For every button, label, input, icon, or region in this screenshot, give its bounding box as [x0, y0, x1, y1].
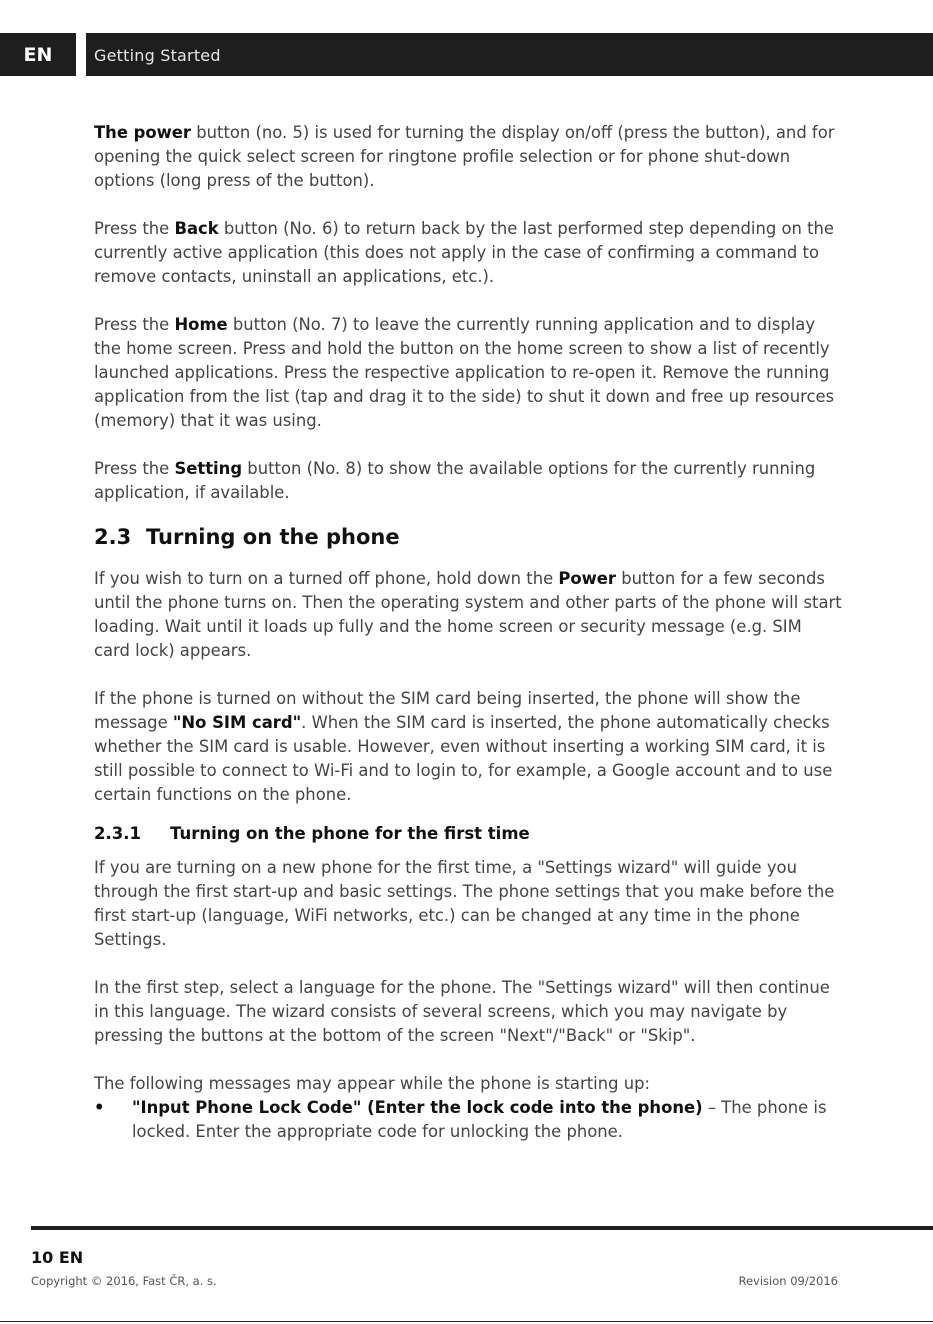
paragraph-settings-wizard: If you are turning on a new phone for the first time, a "Settings wizard" will guide you through the first start-up and basic settings. The phone settings that you make before the first start-up (language, WiFi networks, etc.) can be changed at any time in the phone Settings.: [94, 858, 835, 949]
bold-term: Power: [558, 569, 616, 588]
page-number: 10 EN: [31, 1248, 84, 1267]
bold-term: Home: [174, 315, 228, 334]
footer-divider: [31, 1226, 933, 1230]
paragraph-language-step: In the first step, select a language for the phone. The "Settings wizard" will then continue in this language. The wizard consists of several screens, which you may navigate by pressing the buttons at the bottom of the screen "Next"/"Back" or "Skip".: [94, 978, 830, 1045]
document-body: [94, 121, 842, 1144]
bold-term: Setting: [174, 459, 243, 478]
list-item: • "Input Phone Lock Code" (Enter the lock code into the phone) – The phone is locked. Enter the appropriate code for unlocking the phone.: [94, 1098, 827, 1141]
heading-2-3-1: [94, 822, 842, 846]
paragraph-turn-on: If you wish to turn on a turned off phone, hold down the Power button for a few seconds until the phone turns on. Then the operating system and other parts of the phone will start loading. Wait until it loads up fully and the home screen or security message (e.g. SIM card lock) appears.: [94, 569, 842, 660]
paragraph-power-button: The power button (no. 5) is used for turning the display on/off (press the button), and for opening the quick select screen for ringtone profile selection or for phone shut-down options (long press of the button).: [94, 123, 835, 190]
paragraph-back-button: Press the Back button (No. 6) to return back by the last performed step depending on the currently active application (this does not apply in the case of confirming a command to remove contacts, uninstall an applications, etc.).: [94, 219, 834, 286]
bold-term: The power: [94, 123, 192, 142]
header-divider: [76, 33, 86, 76]
paragraph-startup-messages: The following messages may appear while the phone is starting up:: [94, 1074, 651, 1093]
paragraph-no-sim: If the phone is turned on without the SIM card being inserted, the phone will show the message "No SIM card". When the SIM card is inserted, the phone automatically checks whether the SIM card is usable. However, even without inserting a working SIM card, it is still possible to connect to Wi-Fi and to login to, for example, a Google account and to use certain functions on the phone.: [94, 689, 833, 804]
language-badge: EN: [23, 43, 53, 66]
revision: Revision 09/2016: [738, 1274, 838, 1288]
paragraph-setting-button: Press the Setting button (No. 8) to show the available options for the currently running application, if available.: [94, 459, 816, 502]
page-header: [0, 33, 933, 76]
copyright: Copyright © 2016, Fast ČR, a. s.: [31, 1274, 217, 1288]
paragraph-home-button: Press the Home button (No. 7) to leave the currently running application and to display the home screen. Press and hold the button on the home screen to show a list of recently launched applications. Press the respective application to re-open it. Remove the running application from the list (tap and drag it to the side) to shut it down and free up resources (memory) that it was using.: [94, 315, 835, 430]
bullet-icon: •: [94, 1098, 105, 1117]
section-title: Turning on the phone: [146, 525, 400, 549]
section-number: 2.3: [94, 525, 132, 549]
section-name: Getting Started: [94, 46, 221, 65]
heading-2-3: [94, 522, 842, 552]
page-bottom-edge: [0, 1321, 933, 1322]
subsection-title: Turning on the phone for the first time: [170, 824, 530, 843]
bold-term: "Input Phone Lock Code" (Enter the lock code into the phone): [132, 1098, 703, 1117]
bold-term: "No SIM card": [172, 713, 302, 732]
bold-term: Back: [174, 219, 219, 238]
subsection-number: 2.3.1: [94, 824, 141, 843]
message-list: [94, 1096, 842, 1144]
